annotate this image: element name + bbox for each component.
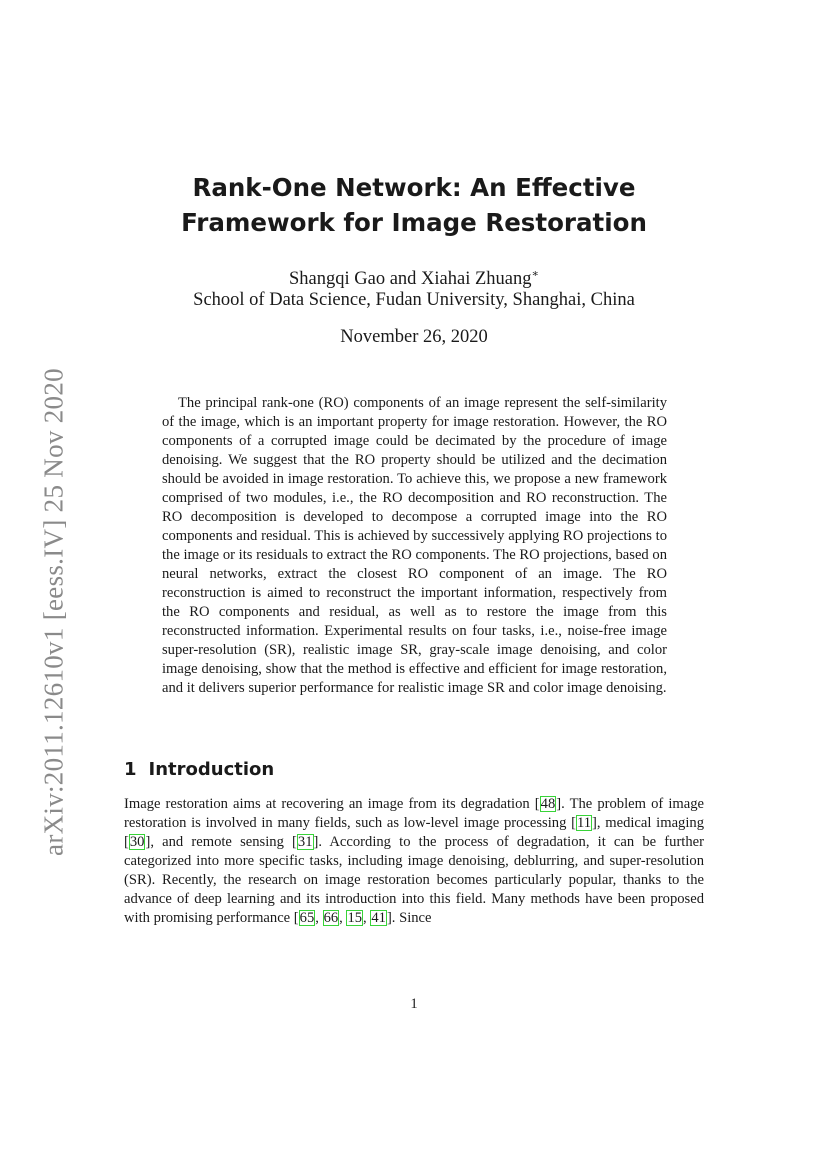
introduction-paragraph	[124, 795, 704, 928]
paper-title	[125, 170, 703, 240]
citation-link[interactable]: 15	[347, 910, 363, 926]
affiliation: School of Data Science, Fudan University, Shanghai, China	[193, 290, 635, 310]
authors: Shangqi Gao and Xiahai Zhuang	[289, 269, 532, 290]
citation-link[interactable]: 11	[576, 815, 592, 831]
section-title: Introduction	[148, 759, 275, 780]
citation-link[interactable]: 31	[297, 834, 313, 850]
citation-separator: ,	[315, 910, 323, 926]
intro-text: ]. According to the process of degradation, it can be further categorized into more specific tasks, including image denoising, deblurring, and super-resolution (SR). Recently, the research on image restoration becomes particularly popular, thanks to the advance of deep learning and its introduction into this field. Many methods have been proposed with promising performance [	[124, 834, 704, 926]
intro-text: Image restoration aims at recovering an image from its degradation [	[124, 796, 540, 812]
citation-link[interactable]: 41	[371, 910, 386, 926]
intro-text: ], and remote sensing [	[145, 834, 297, 850]
citation-link[interactable]: 48	[540, 796, 556, 812]
citation-link[interactable]: 66	[323, 910, 339, 926]
intro-text: ]. Since	[386, 910, 432, 926]
abstract: The principal rank-one (RO) components of an image represent the self-similarity of the image, which is an important property for image restoration. However, the RO components of a corrupted image could be decimated by the procedure of image denoising. We suggest that the RO property should be utilized and the decimation should be avoided in image restoration. To achieve this, we propose a new framework comprised of two modules, i.e., the RO decomposition and RO reconstruction. The RO decomposition is developed to decompose a corrupted image into the RO components and residual. This is achieved by successively applying RO projections to the image or its residuals to extract the RO components. The RO projections, based on neural networks, extract the closest RO component of an image. The RO reconstruction is aimed to reconstruct the important information, respectively from the RO components and residual, as well as to restore the image from this reconstructed information. Experimental results on four tasks, i.e., noise-free image super-resolution (SR), realistic image SR, gray-scale image denoising, and color image denoising, show that the method is effective and efficient for image restoration, and it delivers superior performance for realistic image SR and color image denoising.	[162, 395, 667, 696]
citation-link[interactable]: 30	[129, 834, 145, 850]
section-number: 1	[124, 759, 137, 780]
arxiv-identifier-stamp: arXiv:2011.12610v1 [eess.IV] 25 Nov 2020	[38, 368, 69, 856]
corresponding-author-mark: ∗	[531, 268, 539, 280]
page-number: 1	[410, 996, 418, 1012]
title-line-2: Framework for Image Restoration	[181, 208, 647, 237]
section-heading	[124, 757, 274, 783]
citation-link[interactable]: 65	[299, 910, 315, 926]
intro-text: ], medical imaging [	[124, 815, 704, 850]
title-line-1: Rank-One Network: An Effective	[192, 173, 636, 202]
intro-text: ]. The problem of image restoration is involved in many fields, such as low-level image processing [	[124, 796, 704, 831]
publication-date: November 26, 2020	[340, 327, 488, 347]
citation-separator: ,	[363, 910, 371, 926]
citation-separator: ,	[339, 910, 347, 926]
